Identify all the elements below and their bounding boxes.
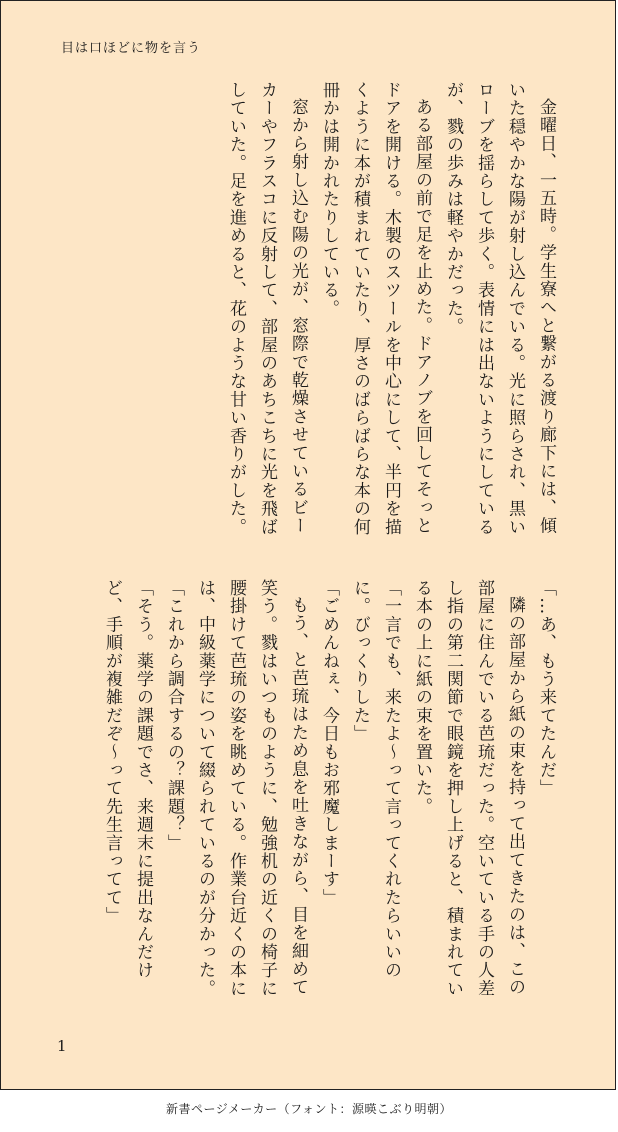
dialogue-line: 「…あ、もう来てたんだ」 bbox=[536, 579, 556, 798]
running-title: 目は口ほどに物を言う bbox=[61, 41, 202, 56]
upper-text-block bbox=[61, 81, 561, 551]
dialogue-line: 「そう。薬学の課題でさ、来週末に提出なんだけど、手順が複雑だぞ〜って先生言ってて」 bbox=[102, 579, 153, 980]
dialogue-line: 「これから調合するの？課題？」 bbox=[164, 579, 184, 852]
paragraph: 金曜日、一五時。学生寮へと繋がる渡り廊下には、傾いた穏やかな陽が射し込んでいる。光に照らされ、黒いローブを揺らして歩く。表情には出ないようにしているが、戮の歩みは軽やかだった。 bbox=[443, 81, 556, 536]
dialogue-line: 「一言でも、来たよ〜って言ってくれたらいいのに。びっくりした」 bbox=[350, 579, 401, 980]
upper-vertical-text bbox=[220, 81, 561, 551]
dialogue-line: 「ごめんねぇ、今日もお邪魔しまーす」 bbox=[319, 579, 339, 907]
paragraph: 隣の部屋から紙の束を持って出てきたのは、この部屋に住んでいる芭琉だった。空いている手の人差し指の第二関節で眼鏡を押し上げると、積まれている本の上に紙の束を置いた。 bbox=[412, 579, 525, 998]
paragraph: もう、と芭琉はため息を吐きながら、目を細めて笑う。戮はいつものように、勉強机の近くの椅子に腰掛けて芭琉の姿を眺めている。作業台近くの本には、中級薬学について綴られているのが分かった。 bbox=[195, 579, 308, 998]
lower-text-block bbox=[61, 579, 561, 1009]
footer-caption: 新書ページメーカー（フォント：源暎こぶり明朝） bbox=[165, 1102, 453, 1116]
lower-vertical-text bbox=[96, 579, 561, 1009]
paragraph: 窓から射し込む陽の光が、窓際で乾燥させているビーカーやフラスコに反射して、部屋のあちこちに光を飛ばしていた。足を進めると、花のような甘い香りがした。 bbox=[226, 81, 308, 536]
page-number: 1 bbox=[57, 1037, 67, 1055]
paragraph: ある部屋の前で足を止めた。ドアノブを回してそっとドアを開ける。木製のスツールを中心にして、半円を描くように本が積まれていたり、厚さのばらばらな本の何冊かは開かれたりしている。 bbox=[319, 81, 432, 536]
